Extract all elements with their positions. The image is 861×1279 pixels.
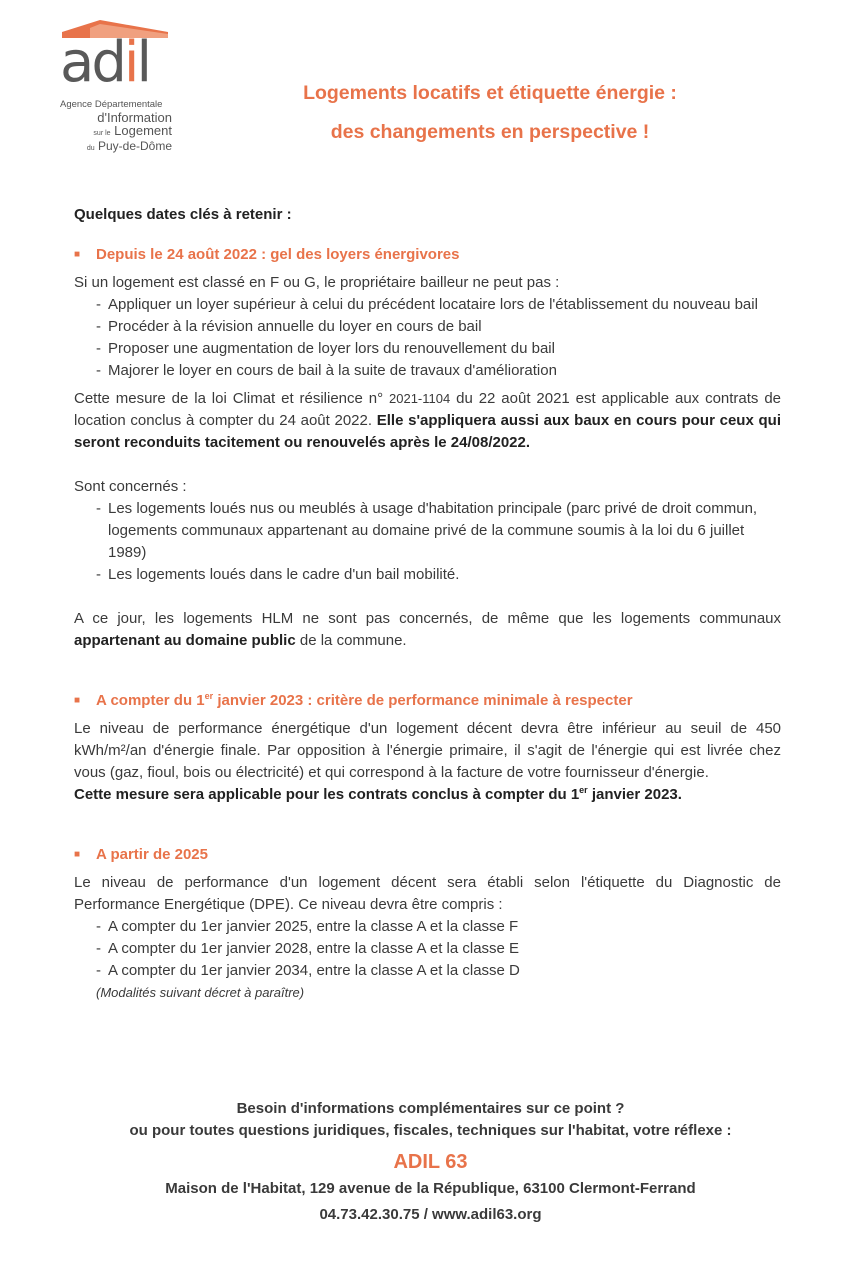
decree-note: (Modalités suivant décret à paraître) [96, 985, 305, 1000]
section1-list [74, 294, 781, 382]
concerned-lead: Sont concernés : [74, 478, 187, 495]
footer-contact: 04.73.42.30.75 / www.adil63.org [319, 1206, 542, 1223]
hlm-paragraph: A ce jour, les logements HLM ne sont pas concernés, de même que les logements communaux appartenant au domaine public de la commune. [74, 610, 781, 649]
logo-tagline: Agence Départementale d'Information sur le Logement du Puy-de-Dôme [60, 99, 172, 153]
main-content [74, 204, 781, 1004]
footer-address: Maison de l'Habitat, 129 avenue de la République, 63100 Clermont-Ferrand [165, 1180, 696, 1197]
section3-heading: ■ A partir de 2025 [74, 844, 781, 866]
section2-paragraph: Le niveau de performance énergétique d'un logement décent devra être inférieur au seuil de 450 kWh/m²/an d'énergie finale. Par opposition à l'énergie primaire, il s'agit de l'énergie qui est livrée chez vous (gaz, fioul, bois ou électricité) et qui correspond à la facture de votre fournisseur d'énergie. [74, 720, 781, 781]
list-item: - Les logements loués dans le cadre d'un bail mobilité. [74, 564, 781, 586]
section3-list [74, 916, 781, 982]
section1-lead: Si un logement est classé en F ou G, le propriétaire bailleur ne peut pas : [74, 274, 560, 291]
square-bullet-icon: ■ [74, 695, 81, 706]
section2-heading: ■ A compter du 1er janvier 2023 : critère de performance minimale à respecter [74, 690, 781, 712]
footer-brand: ADIL 63 [393, 1151, 468, 1173]
square-bullet-icon: ■ [74, 249, 81, 260]
list-item: - Majorer le loyer en cours de bail à la suite de travaux d'amélioration [74, 360, 781, 382]
concerned-list [74, 498, 781, 586]
intro-heading: Quelques dates clés à retenir : [74, 206, 292, 223]
list-item: - A compter du 1er janvier 2025, entre la classe A et la classe F [74, 916, 781, 938]
square-bullet-icon: ■ [74, 849, 81, 860]
page-title: Logements locatifs et étiquette énergie : des changements en perspective ! [303, 82, 677, 143]
footer-question: Besoin d'informations complémentaires sur ce point ? [236, 1100, 625, 1117]
list-item: - A compter du 1er janvier 2028, entre la classe A et la classe E [74, 938, 781, 960]
section3-paragraph: Le niveau de performance d'un logement décent sera établi selon l'étiquette du Diagnostic de Performance Energétique (DPE). Ce niveau devra être compris : [74, 874, 781, 913]
list-item: - A compter du 1er janvier 2034, entre la classe A et la classe D [74, 960, 781, 982]
logo-wordmark: adil [60, 30, 149, 95]
list-item: - Proposer une augmentation de loyer lors du renouvellement du bail [74, 338, 781, 360]
list-item: - Les logements loués nus ou meublés à usage d'habitation principale (parc privé de droit commun, logements communaux appartenant au domaine privé de la commune soumis à la loi du 6 juillet 1989) [74, 498, 781, 564]
list-item: - Procéder à la révision annuelle du loyer en cours de bail [74, 316, 781, 338]
footer [0, 1098, 861, 1226]
footer-reflex: ou pour toutes questions juridiques, fiscales, techniques sur l'habitat, votre réflexe : [129, 1122, 732, 1139]
section2-bold-note: Cette mesure sera applicable pour les contrats conclus à compter du 1er janvier 2023. [74, 785, 682, 803]
section1-law-paragraph: Cette mesure de la loi Climat et résilience n° 2021-1104 du 22 août 2021 est applicable aux contrats de location conclus à compter du 24 août 2022. Elle s'appliquera aussi aux baux en cours pour ceux qui seront reconduits tacitement ou renouvelés après le 24/08/2022. [74, 390, 782, 451]
adil-logo [56, 18, 186, 153]
list-item: - Appliquer un loyer supérieur à celui du précédent locataire lors de l'établissement du nouveau bail [74, 294, 781, 316]
section1-heading: ■ Depuis le 24 août 2022 : gel des loyers énergivores [74, 244, 781, 266]
